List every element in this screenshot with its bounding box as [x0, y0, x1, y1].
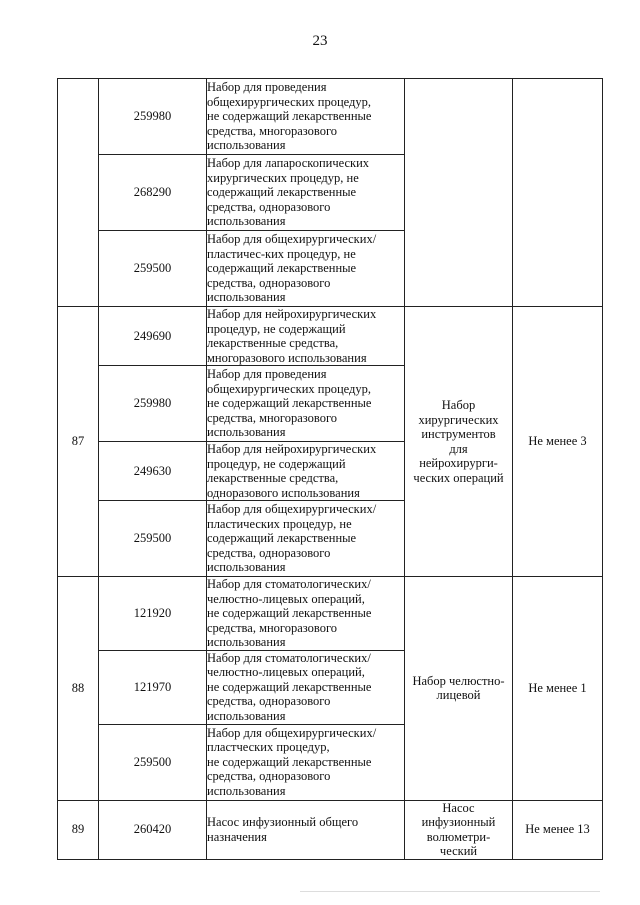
table-row: [58, 79, 603, 155]
description-line: средства, многоразового: [207, 410, 338, 425]
description-line: использования: [207, 425, 286, 440]
item-code: 259500: [99, 724, 207, 800]
description-line: пластческих процедур,: [207, 740, 330, 755]
group-name: [405, 307, 513, 577]
description-line: процедур, не содержащий: [207, 456, 346, 471]
description-line: использования: [207, 214, 286, 229]
group-name-text: Набор челюстно- лицевой: [412, 673, 505, 703]
description-line: использования: [207, 783, 286, 798]
description-line: не содержащий лекарственные: [207, 109, 372, 124]
item-code: 259500: [99, 231, 207, 307]
item-description: [207, 231, 405, 307]
description-line: использования: [207, 708, 286, 723]
description-line: Набор для стоматологических/: [207, 577, 371, 591]
item-code: 259980: [99, 366, 207, 442]
item-description: [207, 724, 405, 800]
scan-edge-line: [300, 891, 600, 892]
description-line: хирургических процедур, не: [207, 170, 359, 185]
description-line: Насос инфузионный общего: [207, 815, 359, 829]
description-line: Набор для стоматологических/: [207, 650, 371, 665]
description-line: содержащий лекарственные: [207, 185, 357, 200]
description-line: общехирургических процедур,: [207, 94, 372, 109]
description-line: средства, одноразового: [207, 275, 331, 290]
item-code: 268290: [99, 155, 207, 231]
item-code: 249690: [99, 307, 207, 366]
description-line: Набор для общехирургических/: [207, 232, 377, 247]
group-quantity: Не менее 1: [513, 577, 603, 801]
description-line: Набор для проведения: [207, 367, 327, 382]
description-line: не содержащий лекарственные: [207, 679, 372, 694]
page-number: 23: [312, 33, 328, 49]
description-line: лекарственные средства,: [207, 336, 339, 350]
group-name: [405, 577, 513, 801]
table-row: [58, 307, 603, 366]
row-number: 87: [58, 307, 99, 577]
item-description: [207, 577, 405, 651]
description-line: средства, одноразового: [207, 199, 331, 214]
description-line: Набор для общехирургических/: [207, 725, 377, 740]
group-name-text: Насос инфузионный волюметри- ческий: [421, 800, 496, 858]
item-code: 260420: [99, 800, 207, 859]
group-name: [405, 79, 513, 307]
description-line: Набор для нейрохирургических: [207, 442, 377, 456]
description-line: средства, одноразового: [207, 545, 331, 560]
description-line: одноразового использования: [207, 485, 360, 500]
description-line: Набор для общехирургических/: [207, 502, 377, 517]
item-description: [207, 442, 405, 501]
item-description: [207, 650, 405, 724]
item-code: 121920: [99, 577, 207, 651]
item-code: 249630: [99, 442, 207, 501]
equipment-table: [57, 78, 603, 860]
row-number: 88: [58, 577, 99, 801]
description-line: Набор для нейрохирургических: [207, 307, 377, 321]
description-line: пластических процедур, не: [207, 516, 352, 531]
description-line: челюстно-лицевых операций,: [207, 591, 365, 606]
item-code: 259500: [99, 501, 207, 577]
group-name: [405, 800, 513, 859]
row-number: 89: [58, 800, 99, 859]
description-line: использования: [207, 635, 286, 649]
description-line: содержащий лекарственные: [207, 531, 357, 546]
description-line: челюстно-лицевых операций,: [207, 665, 365, 680]
description-line: не содержащий лекарственные: [207, 606, 372, 620]
item-description: [207, 501, 405, 577]
description-line: средства, многоразового: [207, 123, 338, 138]
group-quantity: Не менее 3: [513, 307, 603, 577]
description-line: Набор для проведения: [207, 80, 327, 95]
description-line: Набор для лапароскопических: [207, 156, 370, 171]
group-quantity: [513, 79, 603, 307]
group-name-text: Набор хирургических инструментов для нейрохирурги- ческих операций: [413, 398, 504, 485]
description-line: содержащий лекарственные: [207, 261, 357, 276]
table-row: [58, 577, 603, 651]
item-description: [207, 366, 405, 442]
description-line: не содержащий лекарственные: [207, 754, 372, 769]
description-line: процедур, не содержащий: [207, 321, 346, 336]
table-row: [58, 800, 603, 859]
description-line: многоразового использования: [207, 350, 367, 365]
description-line: средства, одноразового: [207, 769, 331, 784]
description-line: пластичес-ких процедур, не: [207, 246, 356, 261]
item-code: 121970: [99, 650, 207, 724]
description-line: назначения: [207, 829, 267, 844]
description-line: не содержащий лекарственные: [207, 396, 372, 411]
description-line: лекарственные средства,: [207, 471, 339, 485]
item-description: [207, 79, 405, 155]
item-description: [207, 800, 405, 859]
item-description: [207, 155, 405, 231]
description-line: использования: [207, 560, 286, 575]
description-line: использования: [207, 138, 286, 153]
description-line: средства, многоразового: [207, 620, 338, 635]
description-line: использования: [207, 290, 286, 305]
description-line: общехирургических процедур,: [207, 381, 372, 396]
item-code: 259980: [99, 79, 207, 155]
description-line: средства, одноразового: [207, 694, 331, 709]
item-description: [207, 307, 405, 366]
group-quantity: Не менее 13: [513, 800, 603, 859]
row-number: [58, 79, 99, 307]
